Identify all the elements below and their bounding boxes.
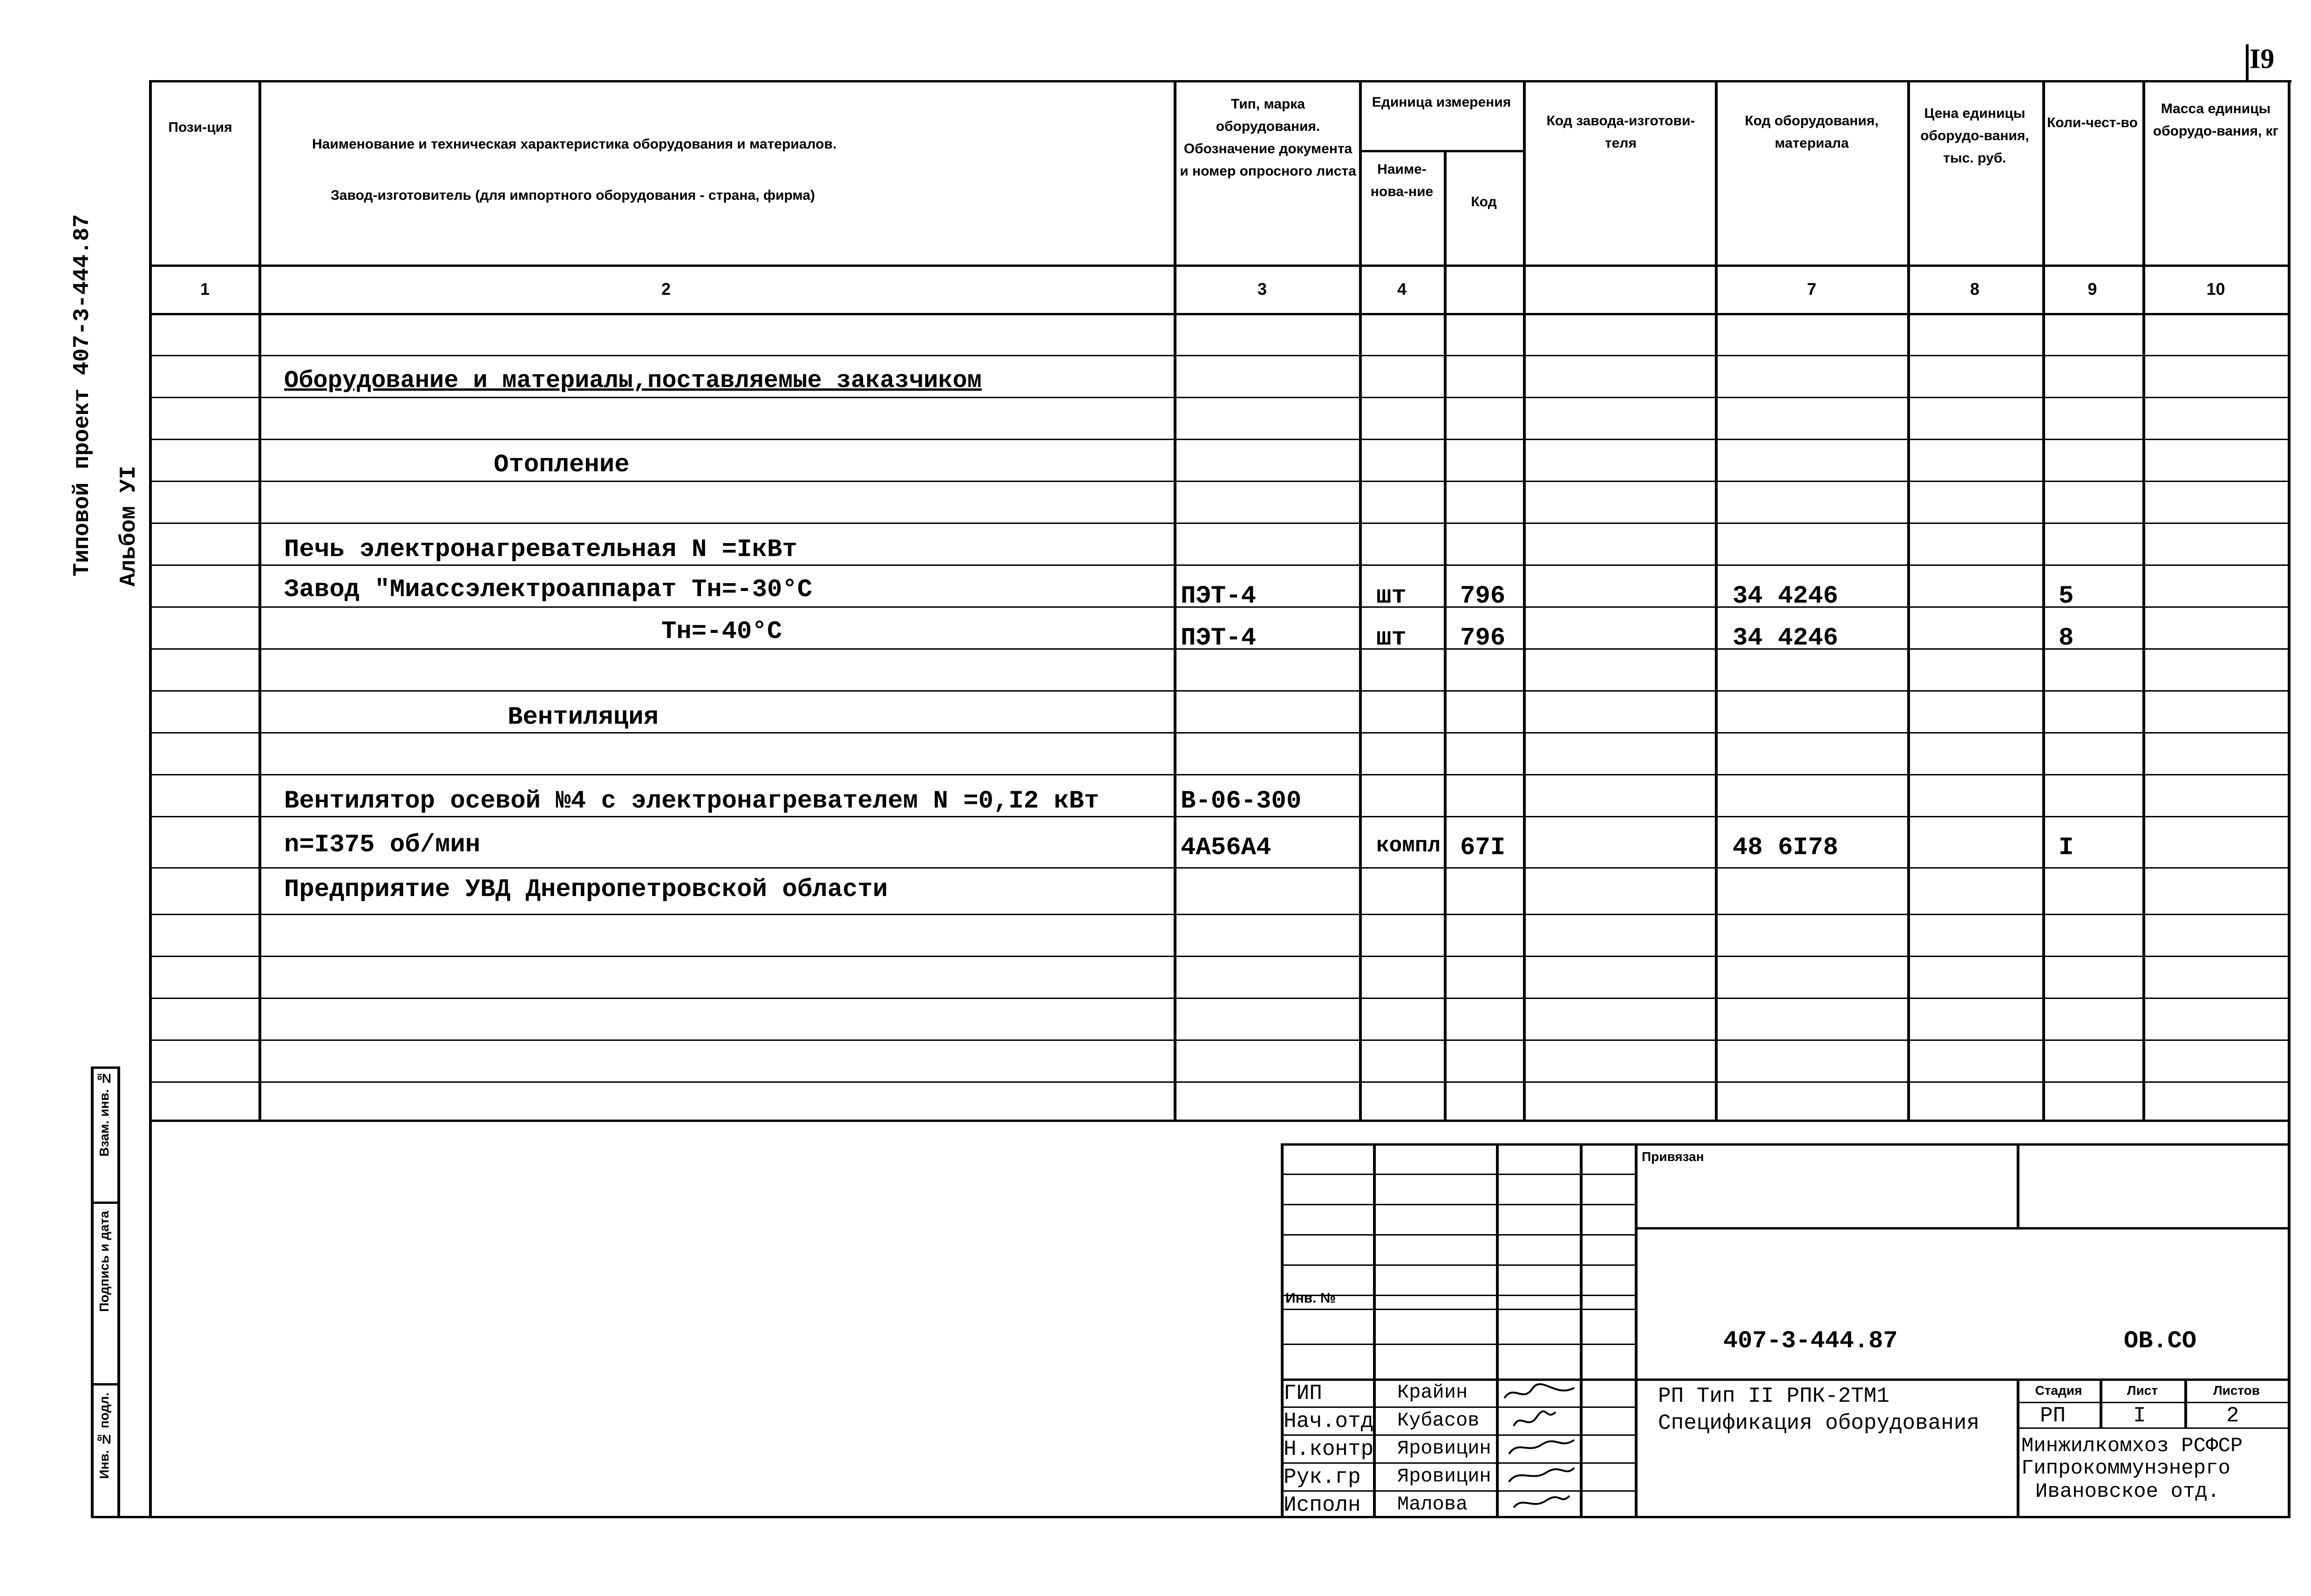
tb-person: Яровицин xyxy=(1397,1437,1491,1460)
side-project-code: Типовой проект 407-3-444.87 xyxy=(70,214,95,577)
stamp-strip-right xyxy=(117,1066,120,1518)
col-line xyxy=(1359,80,1362,1121)
heater-plant: Завод "Миассэлектроаппарат Тн=-30°С xyxy=(284,576,813,604)
col-number: 7 xyxy=(1807,279,1817,299)
col-number: 10 xyxy=(2206,279,2225,299)
sheet-number: I9 xyxy=(2250,43,2275,74)
tb-row xyxy=(1281,1264,1636,1266)
col-number: 4 xyxy=(1397,279,1407,299)
row-line xyxy=(149,816,2290,817)
row-line xyxy=(149,914,2290,915)
tb-row xyxy=(1281,1406,1636,1408)
tb-row xyxy=(1635,1227,2290,1229)
header-type: Тип, марка оборудования. Обозначение документа и номер опросного листа xyxy=(1180,96,1356,179)
tb-row xyxy=(1281,1174,1636,1175)
supplier: Предприятие УВД Днепропетровской области xyxy=(284,876,888,904)
ventilation-title: Вентиляция xyxy=(508,703,659,732)
heater1-qty: 5 xyxy=(2059,582,2074,611)
fan-code: 48 6I78 xyxy=(1733,834,1838,862)
tb-row xyxy=(1281,1204,1636,1205)
heater1-type: ПЭТ-4 xyxy=(1181,582,1257,611)
tb-top xyxy=(1281,1143,2290,1146)
signature-image xyxy=(1500,1379,1579,1515)
tb-role: Нач.отд xyxy=(1284,1409,1374,1433)
stamp-signature-date: Подпись и дата xyxy=(97,1211,111,1312)
heater2-type: ПЭТ-4 xyxy=(1181,624,1257,652)
section-title: Оборудование и материалы,поставляемые заказчиком xyxy=(284,367,982,394)
col-number: 3 xyxy=(1257,279,1267,299)
tb-org1: Минжилкомхоз РСФСР xyxy=(2021,1434,2243,1458)
heater2-qty: 8 xyxy=(2059,624,2074,652)
tb-role: Рук.гр xyxy=(1284,1465,1361,1489)
col-line xyxy=(1907,80,1910,1121)
row-line xyxy=(149,732,2290,733)
tb-desc1: РП Тип II РПК-2ТМ1 xyxy=(1658,1384,1890,1408)
tb-stage-label: Стадия xyxy=(2035,1383,2082,1398)
tb-col xyxy=(2017,1143,2019,1227)
tb-person: Крайин xyxy=(1397,1381,1468,1404)
fan-unit: компл xyxy=(1376,834,1441,858)
header-name-line1: Наименование и техническая характеристика оборудования и материалов. xyxy=(312,136,837,152)
tb-row xyxy=(1281,1462,1636,1464)
frame-right xyxy=(2288,80,2291,1518)
col-number: 8 xyxy=(1970,279,1980,299)
tb-doc-sub: ОВ.СО xyxy=(2124,1327,2197,1355)
tb-person: Малова xyxy=(1397,1493,1468,1515)
heater-temp2: Тн=-40°С xyxy=(661,618,782,646)
fan-type: В-06-300 xyxy=(1181,787,1302,815)
col-number: 9 xyxy=(2087,279,2097,299)
tb-row xyxy=(1281,1434,1636,1436)
tb-row xyxy=(1281,1490,1636,1492)
fan-speed: n=I375 об/мин xyxy=(284,831,481,859)
stamp-line xyxy=(91,1383,119,1385)
col-line xyxy=(2042,80,2045,1121)
header-unit-group: Единица измерения xyxy=(1372,95,1511,110)
fan-model: 4А56А4 xyxy=(1181,834,1271,862)
col-number: 1 xyxy=(200,279,210,299)
table-bottom xyxy=(149,1120,2290,1122)
row-line xyxy=(149,1039,2290,1041)
heater1-unit: шт xyxy=(1376,582,1407,611)
tb-stage: РП xyxy=(2040,1404,2066,1428)
heater-name: Печь электронагревательная N =IкВт xyxy=(284,536,797,564)
row-line xyxy=(149,998,2290,999)
col-line xyxy=(1174,80,1176,1121)
stamp-line xyxy=(91,1066,119,1069)
tb-role: Н.контр xyxy=(1284,1437,1374,1461)
row-line xyxy=(149,690,2290,692)
row-line xyxy=(149,439,2290,440)
tb-desc2: Спецификация оборудования xyxy=(1658,1411,1980,1435)
stamp-vzam-inv: Взам. инв. № xyxy=(97,1071,111,1157)
tb-inv-no: Инв. № xyxy=(1285,1290,1336,1306)
heating-title: Отопление xyxy=(494,451,630,479)
tb-org3: Ивановское отд. xyxy=(2035,1480,2220,1503)
heater2-unit-code: 796 xyxy=(1460,624,1506,652)
fan-name: Вентилятор осевой №4 с электронагревателем N =0,I2 кВт xyxy=(284,787,1099,815)
row-line xyxy=(149,564,2290,566)
heater1-unit-code: 796 xyxy=(1460,582,1506,611)
col-line xyxy=(258,80,261,1121)
row-line xyxy=(149,397,2290,398)
header-sub-line xyxy=(1359,150,1524,152)
header-name-line2: Завод-изготовитель (для импортного оборудования - страна, фирма) xyxy=(331,188,815,203)
tb-sheet-label: Лист xyxy=(2127,1383,2158,1398)
stamp-line xyxy=(91,1516,119,1518)
tb-sheets-label: Листов xyxy=(2213,1383,2260,1398)
header-equipment-code: Код оборудования, материала xyxy=(1745,113,1879,151)
col-number: 2 xyxy=(661,279,671,299)
row-line xyxy=(149,774,2290,775)
tb-org2: Гипрокоммунэнерго xyxy=(2021,1457,2230,1480)
col-line xyxy=(2142,80,2145,1121)
row-line xyxy=(149,1081,2290,1083)
col-line xyxy=(1715,80,1718,1121)
header-quantity: Коли-чест-во xyxy=(2047,115,2138,130)
tb-col xyxy=(1635,1143,1638,1516)
header-unit-name: Наиме-нова-ние xyxy=(1370,162,1434,199)
tb-bound-label: Привязан xyxy=(1642,1149,1704,1164)
header-mass: Масса единицы оборудо-вания, кг xyxy=(2153,101,2279,139)
tb-col xyxy=(1580,1143,1583,1516)
stamp-line xyxy=(91,1202,119,1204)
tb-col xyxy=(1496,1143,1499,1516)
tb-role: Исполн xyxy=(1284,1493,1361,1517)
tb-sheets: 2 xyxy=(2226,1404,2239,1428)
tb-row xyxy=(2017,1402,2290,1403)
tb-person: Кубасов xyxy=(1397,1409,1480,1432)
header-unit-code: Код xyxy=(1471,194,1497,210)
header-position: Пози-ция xyxy=(168,120,232,135)
row-line xyxy=(149,867,2290,869)
header-plant-code: Код завода-изготови-теля xyxy=(1546,113,1695,151)
tb-sheet: I xyxy=(2133,1404,2146,1428)
heater1-code: 34 4246 xyxy=(1733,582,1838,611)
tb-role: ГИП xyxy=(1284,1381,1322,1406)
tb-person: Яровицин xyxy=(1397,1465,1491,1487)
fan-unit-code: 67I xyxy=(1460,834,1506,862)
frame-top xyxy=(149,80,2291,82)
tb-doc-code: 407-3-444.87 xyxy=(1723,1327,1898,1355)
fan-qty: I xyxy=(2059,834,2074,862)
col-line xyxy=(1444,150,1447,1121)
row-line xyxy=(149,481,2290,482)
tb-row xyxy=(1281,1344,1636,1345)
header-bottom xyxy=(149,265,2290,267)
sheet-number-divider xyxy=(2246,44,2249,81)
header-price: Цена единицы оборудо-вания, тыс. руб. xyxy=(1920,106,2029,166)
row-line xyxy=(149,956,2290,957)
frame-left xyxy=(149,80,152,1518)
side-album: Альбом УI xyxy=(116,466,142,587)
row-line xyxy=(149,523,2290,524)
heater2-code: 34 4246 xyxy=(1733,624,1838,652)
colnum-bottom xyxy=(149,313,2290,315)
tb-row xyxy=(1281,1234,1636,1236)
row-line xyxy=(149,355,2290,356)
heater2-unit: шт xyxy=(1376,624,1407,652)
col-line xyxy=(1523,80,1526,1121)
frame-bottom xyxy=(119,1516,2290,1518)
stamp-inv-podl: Инв. № подл. xyxy=(97,1392,111,1479)
